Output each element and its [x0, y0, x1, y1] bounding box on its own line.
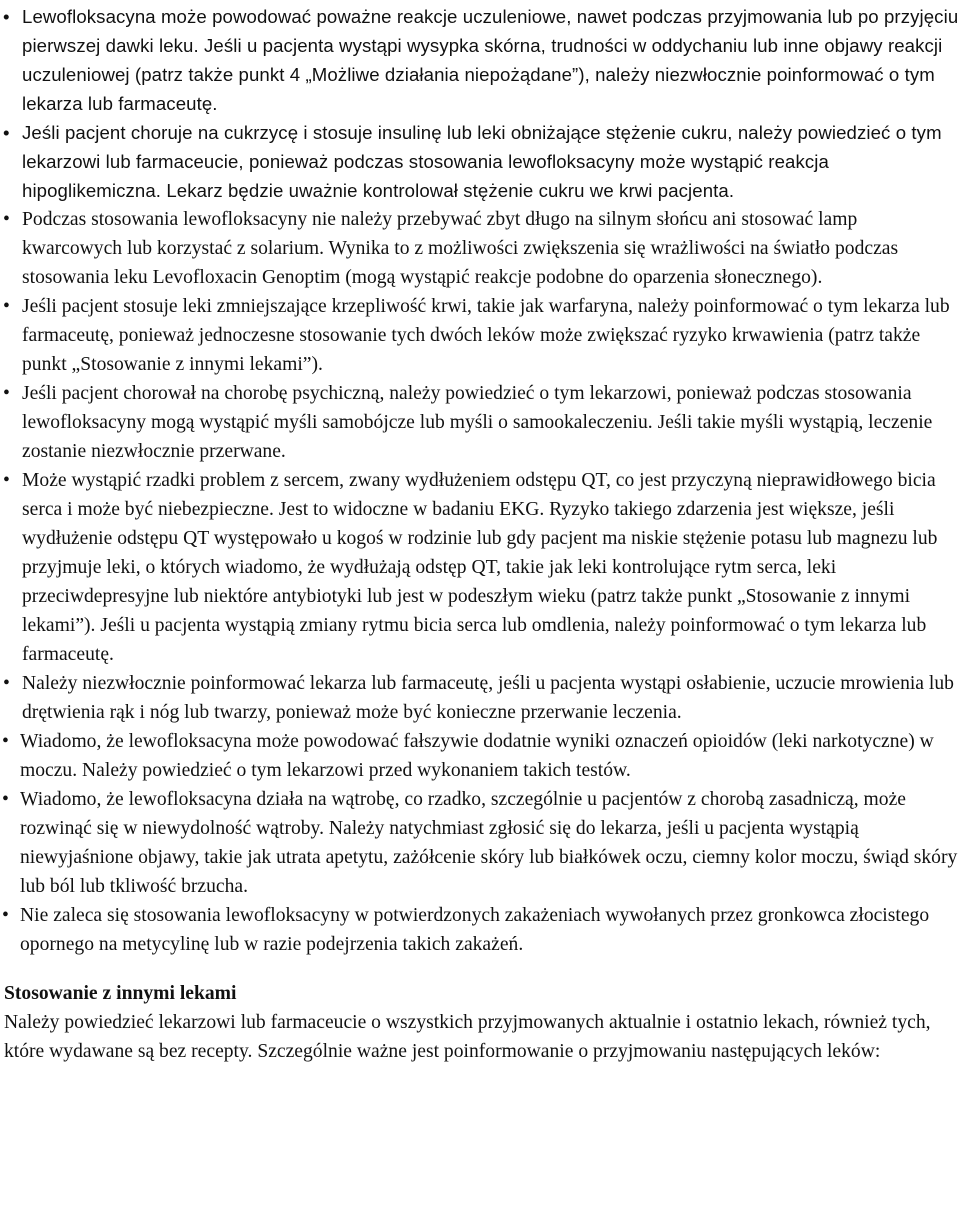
bullet-icon: • [2, 731, 9, 752]
list-item-text: Lewofloksacyna może powodować poważne reakcje uczuleniowe, nawet podczas przyjmowania lub po przyjęciu pierwszej dawki leku. Jeśli u pacjenta wystąpi wysypka skórna, trudności w oddychaniu lub inne objawy reakcji uczuleniowej (patrz także punkt 4 „Możliwe działania niepożądane”), należy niezwłocznie poinformować o tym lekarza lub farmaceutę. [22, 6, 959, 114]
interactions-section [4, 979, 960, 1066]
list-item [0, 727, 960, 785]
section-heading: Stosowanie z innymi lekami [4, 983, 237, 1004]
list-item-text: Nie zaleca się stosowania lewofloksacyny w potwierdzonych zakażeniach wywołanych przez gronkowca złocistego opornego na metycylinę lub w razie podejrzenia takich zakażeń. [20, 905, 930, 955]
bullet-icon: • [3, 296, 10, 317]
bullet-icon: • [3, 6, 10, 27]
bullet-icon: • [3, 122, 10, 143]
list-item [0, 901, 960, 959]
list-item [0, 118, 960, 205]
section-paragraph: Należy powiedzieć lekarzowi lub farmaceucie o wszystkich przyjmowanych aktualnie i ostatnio lekach, również tych, które wydawane są bez recepty. Szczególnie ważne jest poinformowanie o przyjmowaniu następujących leków: [4, 1012, 931, 1062]
bullet-icon: • [2, 905, 9, 926]
list-item-text: Wiadomo, że lewofloksacyna działa na wątrobę, co rzadko, szczególnie u pacjentów z chorobą zasadniczą, może rozwinąć się w niewydolność wątroby. Należy natychmiast zgłosić się do lekarza, jeśli u pacjenta wystąpią niewyjaśnione objawy, takie jak utrata apetytu, zażółcenie skóry lub białkówek oczu, ciemny kolor moczu, świąd skóry lub ból lub tkliwość brzucha. [20, 789, 958, 897]
list-item-text: Jeśli pacjent stosuje leki zmniejszające krzepliwość krwi, takie jak warfaryna, należy poinformować o tym lekarza lub farmaceutę, ponieważ jednoczesne stosowanie tych dwóch leków może zwiększać ryzyko krwawienia (patrz także punkt „Stosowanie z innymi lekami”). [22, 296, 950, 375]
list-item [0, 785, 960, 901]
bullet-icon: • [3, 470, 10, 491]
list-item-text: Podczas stosowania lewofloksacyny nie należy przebywać zbyt długo na silnym słońcu ani stosować lamp kwarcowych lub korzystać z solarium. Wynika to z możliwości zwiększenia się wrażliwości na światło podczas stosowania leku Levofloxacin Genoptim (mogą wystąpić reakcje podobne do oparzenia słonecznego). [22, 209, 899, 288]
bullet-icon: • [2, 789, 9, 810]
list-item [0, 205, 960, 292]
list-item [0, 292, 960, 379]
list-item-text: Jeśli pacjent choruje na cukrzycę i stosuje insulinę lub leki obniżające stężenie cukru, należy powiedzieć o tym lekarzowi lub farmaceucie, ponieważ podczas stosowania lewofloksacyny może wystąpić reakcja hipoglikemiczna. Lekarz będzie uważnie kontrolował stężenie cukru we krwi pacjenta. [22, 122, 942, 201]
list-item [0, 2, 960, 118]
list-item-text: Należy niezwłocznie poinformować lekarza lub farmaceutę, jeśli u pacjenta wystąpi osłabienie, uczucie mrowienia lub drętwienia rąk i nóg lub twarzy, ponieważ może być konieczne przerwanie leczenia. [22, 673, 954, 723]
list-item-text: Jeśli pacjent chorował na chorobę psychiczną, należy powiedzieć o tym lekarzowi, ponieważ podczas stosowania lewofloksacyny mogą wystąpić myśli samobójcze lub myśli o samookaleczeniu. Jeśli takie myśli wystąpią, leczenie zostanie niezwłocznie przerwane. [22, 383, 933, 462]
list-item-text: Wiadomo, że lewofloksacyna może powodować fałszywie dodatnie wyniki oznaczeń opioidów (leki narkotyczne) w moczu. Należy powiedzieć o tym lekarzowi przed wykonaniem takich testów. [20, 731, 934, 781]
bullet-icon: • [3, 673, 10, 694]
list-item [0, 669, 960, 727]
list-item-text: Może wystąpić rzadki problem z sercem, zwany wydłużeniem odstępu QT, co jest przyczyną nieprawidłowego bicia serca i może być niebezpieczne. Jest to widoczne w badaniu EKG. Ryzyko takiego zdarzenia jest większe, jeśli wydłużenie odstępu QT występowało u kogoś w rodzinie lub gdy pacjent ma niskie stężenie potasu lub magnezu lub przyjmuje leki, o których wiadomo, że wydłużają odstęp QT, takie jak leki kontrolujące rytm serca, leki przeciwdepresyjne lub niektóre antybiotyki lub jest w podeszłym wieku (patrz także punkt „Stosowanie z innymi lekami”). Jeśli u pacjenta wystąpią zmiany rytmu bicia serca lub omdlenia, należy poinformować o tym lekarza lub farmaceutę. [22, 470, 938, 665]
list-item [0, 466, 960, 669]
warnings-list [0, 2, 960, 959]
document-page [0, 2, 960, 1218]
bullet-icon: • [3, 383, 10, 404]
bullet-icon: • [3, 209, 10, 230]
list-item [0, 379, 960, 466]
